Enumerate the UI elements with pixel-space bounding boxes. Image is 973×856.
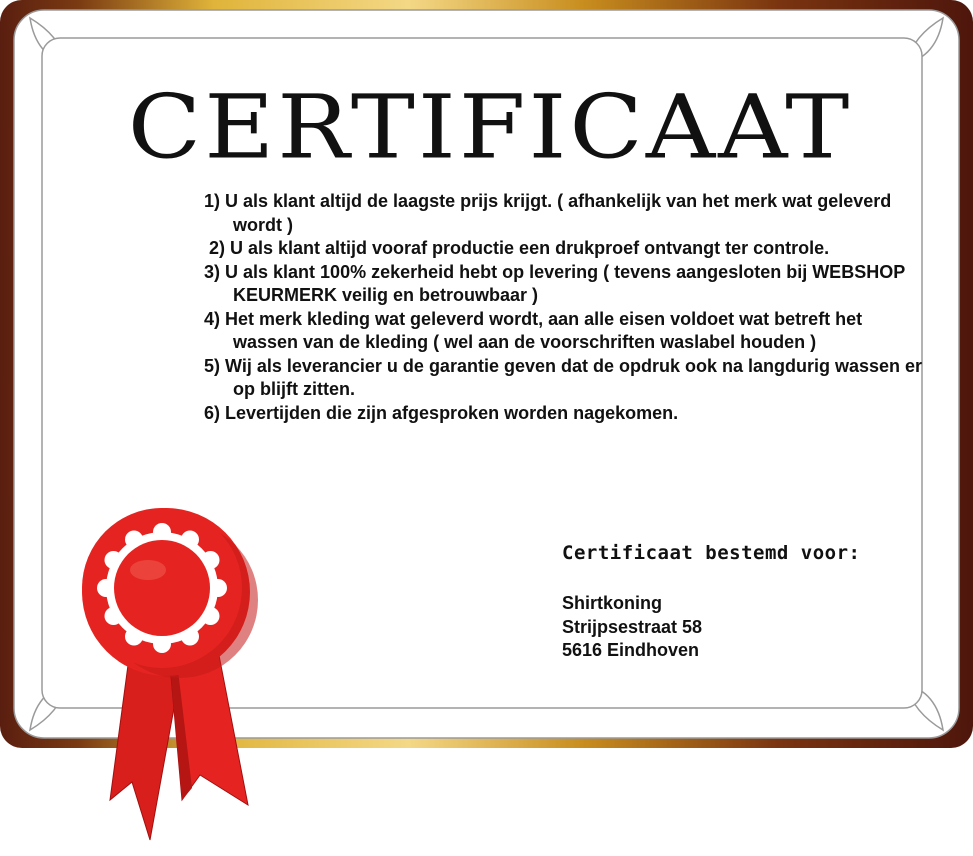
terms-list (204, 190, 924, 425)
ribbon-tail-left (110, 650, 180, 840)
recipient-label: Certificaat bestemd voor: (562, 542, 861, 564)
term-item: 6) Levertijden die zijn afgesproken worden nagekomen. (204, 402, 679, 423)
term-item: 2) U als klant altijd vooraf productie een drukproef ontvangt ter controle. (209, 238, 830, 258)
recipient-name: Shirtkoning (562, 593, 662, 613)
recipient-city: 5616 Eindhoven (562, 640, 700, 660)
term-item: 3) U als klant 100% zekerheid hebt op levering ( tevens aangesloten bij WEBSHOP KEURMERK veilig en betrouwbaar ) (204, 261, 905, 305)
recipient-street: Strijpsestraat 58 (562, 616, 703, 637)
rosette-center (114, 540, 210, 636)
award-rosette-icon (70, 500, 270, 850)
certificate-title: CERTIFICAAT (127, 75, 853, 179)
recipient-block (562, 542, 942, 663)
term-item: 4) Het merk kleding wat geleverd wordt, aan alle eisen voldoet wat betreft het wassen van de kleding ( wel aan de voorschriften waslabel houden ) (204, 308, 863, 352)
term-item: 1) U als klant altijd de laagste prijs krijgt. ( afhankelijk van het merk wat geleverd wordt ) (204, 191, 892, 235)
term-item: 5) Wij als leverancier u de garantie geven dat de opdruk ook na langdurig wassen er op blijft zitten. (204, 355, 923, 399)
